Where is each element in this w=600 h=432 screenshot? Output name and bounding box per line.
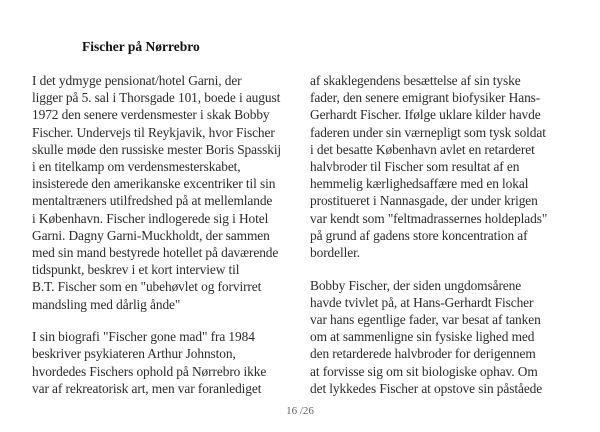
chapter-heading: Fischer på Nørrebro (82, 39, 200, 54)
text-line: faderen under sin værnepligt som tysk soldat (310, 124, 546, 140)
text-line: tidspunkt, beskrev i et kort interview til (32, 262, 240, 278)
text-line: af skaklegendens besættelse af sin tyske (310, 73, 521, 88)
text-line: var hans egentlige fader, var besat af tanken (310, 312, 541, 328)
text-line: var af rekreatorisk art, men var foranlediget (32, 380, 262, 396)
text-line: mentaltræners utilfredshed på at mellemlande (32, 193, 273, 209)
text-line: Bobby Fischer, der siden ungdomsårene (310, 277, 522, 293)
text-line: prostitueret i Nannasgade, der under krigen (310, 193, 538, 209)
text-line: I sin biografi "Fischer gone mad" fra 1984 (32, 329, 255, 345)
text-line: i det besatte København avlet en retarderet (310, 141, 535, 157)
text-line: I det ydmyge pensionat/hotel Garni, der (32, 73, 242, 88)
text-line: det lykkedes Fischer at opstove sin påståede (310, 380, 543, 396)
text-line: insisterede den amerikanske excentriker til sin (32, 176, 276, 192)
text-line: hvordedes Fischers ophold på Nørrebro ikke (32, 363, 267, 379)
text-line: hemmelig kærlighedsaffære med en lokal (310, 176, 529, 192)
text-line: med sin mand bestyrede hotellet på daværende (32, 245, 279, 260)
text-line: Gerhardt Fischer. Ifølge uklare kilder havde (310, 107, 541, 123)
text-line: halvbroder til Fischer som resultat af en (310, 159, 520, 174)
text-line: den retarderede halvbroder for derigennem (310, 346, 536, 362)
text-line: var kendt som "feltmadrassernes holdeplads" (310, 210, 548, 226)
page-number: 16 /26 (286, 405, 314, 417)
text-line: beskriver psykiateren Arthur Johnston, (32, 346, 236, 362)
text-line: på grund af gadens store koncentration af (310, 227, 528, 243)
text-line: fader, den senere emigrant biofysiker Hans- (310, 90, 541, 106)
text-line: skulle møde den russiske mester Boris Spasskij (32, 141, 282, 157)
text-line: mandsling med dårlig ånde" (32, 296, 181, 312)
text-line: B.T. Fischer som en "ubehøvlet og forvirret (32, 279, 262, 295)
text-line: ligger på 5. sal i Thorsgade 101, boede i august (32, 90, 281, 106)
text-line: om at sammenligne sin fysiske lighed med (310, 329, 535, 345)
text-line: Garni. Dagny Garni-Muckholdt, der sammen (32, 227, 270, 243)
text-line: Fischer. Undervejs til Reykjavik, hvor Fischer (32, 124, 275, 140)
text-line: i en titelkamp om verdensmesterskabet, (32, 159, 241, 174)
text-line: i København. Fischer indlogerede sig i Hotel (32, 210, 269, 226)
text-line: havde tvivlet på, at Hans-Gerhardt Fischer (310, 294, 534, 310)
text-line: 1972 den senere verdensmester i skak Bobby (32, 107, 270, 123)
text-line: at forvisse sig om sit biologiske ophav. Om (310, 363, 538, 379)
text-line: bordeller. (310, 245, 360, 260)
